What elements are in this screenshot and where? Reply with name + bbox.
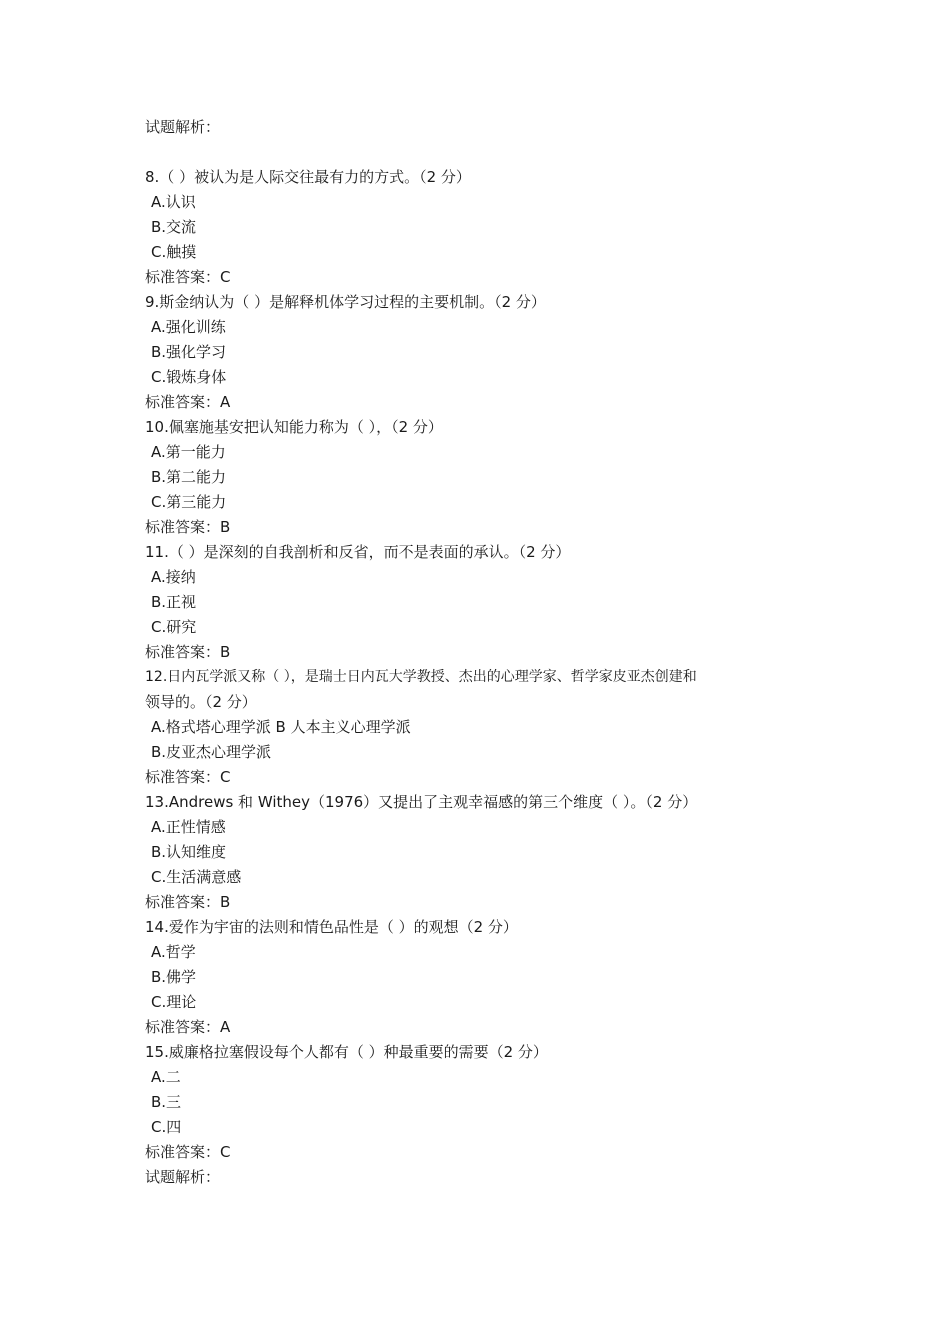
question-option: B.强化学习	[151, 343, 227, 361]
question-option: C.触摸	[151, 243, 197, 261]
standard-answer: 标准答案：A	[145, 393, 231, 411]
question-option: B.认知维度	[151, 843, 227, 861]
question-option: A.二	[151, 1068, 181, 1086]
analysis-label: 试题解析：	[145, 118, 221, 136]
question-stem: 10.佩塞施基安把认知能力称为（ ），（2 分）	[145, 418, 443, 436]
question-stem: 12.日内瓦学派又称（ ），是瑞士日内瓦大学教授、杰出的心理学家、哲学家皮亚杰创建和	[145, 669, 697, 685]
analysis-label: 试题解析：	[145, 1168, 221, 1186]
question-option: C.理论	[151, 993, 197, 1011]
question-stem: 8.（ ）被认为是人际交往最有力的方式。（2 分）	[145, 168, 471, 186]
question-option: C.四	[151, 1118, 182, 1136]
standard-answer: 标准答案：C	[145, 768, 231, 786]
question-option: A.认识	[151, 193, 196, 211]
question-option: B.三	[151, 1093, 182, 1111]
question-stem: 15.威廉格拉塞假设每个人都有（ ）种最重要的需要（2 分）	[145, 1043, 548, 1061]
standard-answer: 标准答案：B	[145, 893, 231, 911]
standard-answer: 标准答案：B	[145, 643, 231, 661]
question-option: A.强化训练	[151, 318, 226, 336]
question-stem: 9.斯金纳认为（ ）是解释机体学习过程的主要机制。（2 分）	[145, 293, 546, 311]
question-option: A.格式塔心理学派 B 人本主义心理学派	[151, 718, 411, 736]
question-option: C.锻炼身体	[151, 368, 227, 386]
standard-answer: 标准答案：A	[145, 1018, 231, 1036]
question-stem: 14.爱作为宇宙的法则和情色品性是（ ）的观想（2 分）	[145, 918, 518, 936]
question-option: C.研究	[151, 618, 197, 636]
question-option: B.交流	[151, 218, 197, 236]
question-option: C.第三能力	[151, 493, 227, 511]
standard-answer: 标准答案：C	[145, 1143, 231, 1161]
question-option: A.哲学	[151, 943, 196, 961]
question-stem: 13.Andrews 和 Withey（1976）又提出了主观幸福感的第三个维度（ ）。（2 分）	[145, 793, 698, 811]
question-stem: 11.（ ）是深刻的自我剖析和反省，而不是表面的承认。（2 分）	[145, 543, 571, 561]
question-option: A.接纳	[151, 568, 196, 586]
standard-answer: 标准答案：B	[145, 518, 231, 536]
question-option: B.佛学	[151, 968, 197, 986]
question-option: A.第一能力	[151, 443, 226, 461]
question-option: A.正性情感	[151, 818, 226, 836]
question-option: B.皮亚杰心理学派	[151, 743, 272, 761]
question-option: B.正视	[151, 593, 197, 611]
standard-answer: 标准答案：C	[145, 268, 231, 286]
question-option: C.生活满意感	[151, 868, 242, 886]
question-option: B.第二能力	[151, 468, 227, 486]
question-stem-continued: 领导的。（2 分）	[145, 693, 257, 711]
